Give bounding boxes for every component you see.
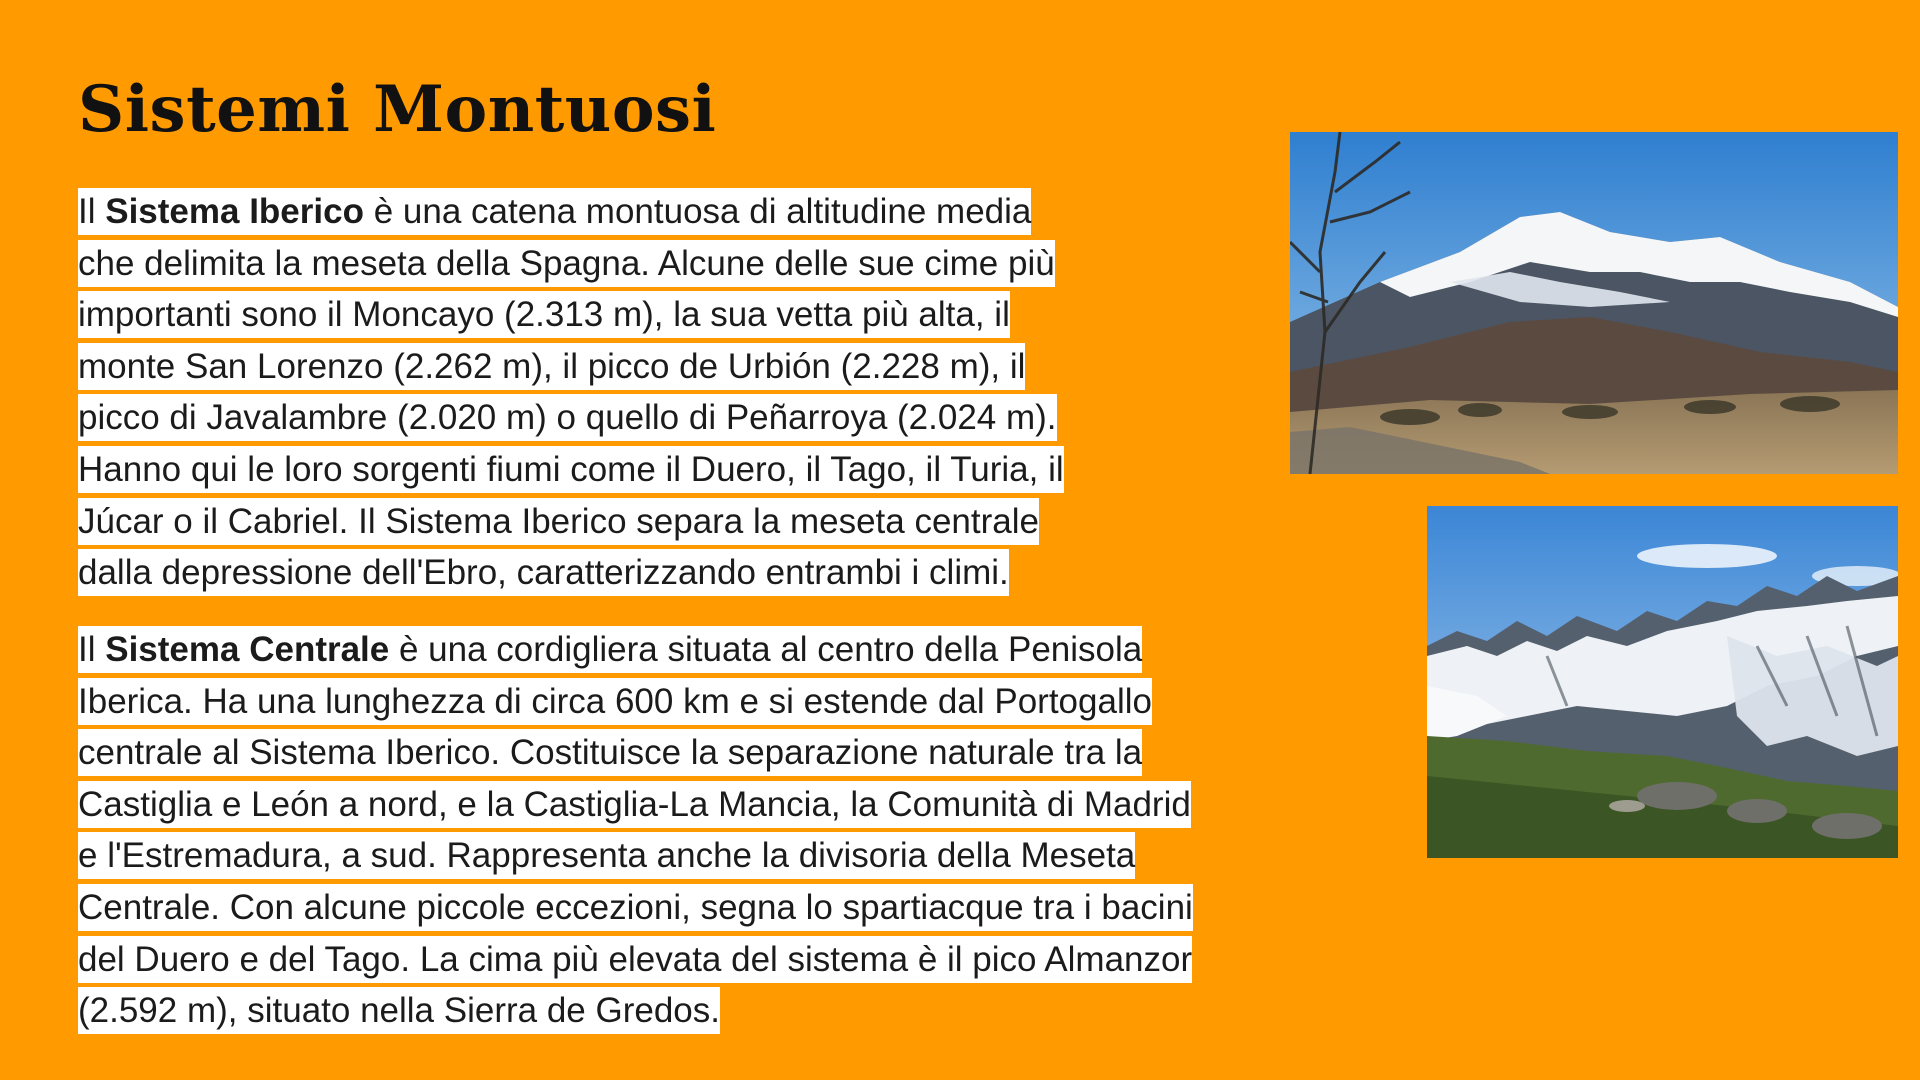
photo-sistema-centrale [1427, 506, 1898, 858]
text-line: monte San Lorenzo (2.262 m), il picco de Urbión (2.228 m), il [78, 341, 1064, 393]
text-line: Il Sistema Centrale è una cordigliera situata al centro della Penisola [78, 624, 1193, 676]
text-line: dalla depressione dell'Ebro, caratterizzando entrambi i climi. [78, 547, 1064, 599]
text-line: che delimita la meseta della Spagna. Alcune delle sue cime più [78, 238, 1064, 290]
text-line: Hanno qui le loro sorgenti fiumi come il Duero, il Tago, il Turia, il [78, 444, 1064, 496]
bold-term: Sistema Iberico [105, 192, 364, 231]
paragraph-sistema-iberico [78, 186, 1064, 599]
text-line: Centrale. Con alcune piccole eccezioni, segna lo spartiacque tra i bacini [78, 882, 1193, 934]
text-line: picco di Javalambre (2.020 m) o quello di Peñarroya (2.024 m). [78, 392, 1064, 444]
text-line: Júcar o il Cabriel. Il Sistema Iberico separa la meseta centrale [78, 496, 1064, 548]
text-line: importanti sono il Moncayo (2.313 m), la sua vetta più alta, il [78, 289, 1064, 341]
text-line: Iberica. Ha una lunghezza di circa 600 km e si estende dal Portogallo [78, 676, 1193, 728]
text-line: centrale al Sistema Iberico. Costituisce la separazione naturale tra la [78, 727, 1193, 779]
text-line: del Duero e del Tago. La cima più elevata del sistema è il pico Almanzor [78, 934, 1193, 986]
photo-sistema-iberico [1290, 132, 1898, 474]
text-line: Castiglia e León a nord, e la Castiglia-La Mancia, la Comunità di Madrid [78, 779, 1193, 831]
slide-title: Sistemi Montuosi [78, 72, 717, 147]
text-line: Il Sistema Iberico è una catena montuosa di altitudine media [78, 186, 1064, 238]
paragraph-sistema-centrale [78, 624, 1193, 1037]
mountain-photo-illustration [1427, 506, 1898, 858]
bold-term: Sistema Centrale [105, 630, 390, 669]
mountain-photo-illustration [1290, 132, 1898, 474]
text-line: e l'Estremadura, a sud. Rappresenta anche la divisoria della Meseta [78, 830, 1193, 882]
text-line: (2.592 m), situato nella Sierra de Gredos. [78, 985, 1193, 1037]
